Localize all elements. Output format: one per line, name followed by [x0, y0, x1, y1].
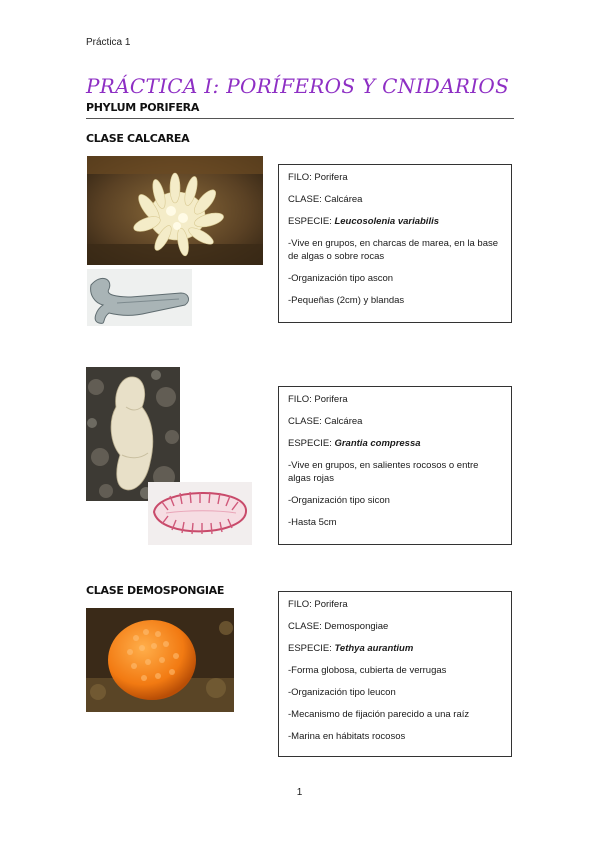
card-clase: CLASE: Demospongiae — [288, 621, 389, 632]
page-title: PRÁCTICA I: PORÍFEROS Y CNIDARIOS — [86, 74, 510, 98]
card-filo: FILO: Porifera — [288, 172, 348, 183]
especie-label: ESPECIE: — [288, 216, 335, 227]
card-note: -Vive en grupos, en salientes rocosos o entre algas rojas — [288, 460, 479, 484]
card-filo: FILO: Porifera — [288, 599, 348, 610]
card-note: -Marina en hábitats rocosos — [288, 731, 406, 742]
especie-name: Tethya aurantium — [334, 643, 414, 654]
card-note: -Vive en grupos, en charcas de marea, en la base de algas o sobre rocas — [288, 238, 499, 262]
card-note: -Hasta 5cm — [288, 517, 337, 528]
page-header: Práctica 1 — [86, 37, 131, 48]
card-filo: FILO: Porifera — [288, 394, 348, 405]
card-especie — [288, 215, 502, 228]
page-number: 1 — [296, 787, 303, 798]
species-card-leucosolenia — [278, 164, 512, 323]
section-heading-calcarea: CLASE CALCAREA — [86, 132, 190, 145]
page-subtitle: PHYLUM PORIFERA — [86, 101, 200, 114]
species-card-tethya — [278, 591, 512, 757]
card-note: -Forma globosa, cubierta de verrugas — [288, 665, 447, 676]
leucosolenia-micrograph — [87, 269, 192, 326]
card-especie — [288, 642, 502, 655]
leucosolenia-photo — [87, 156, 263, 265]
especie-label: ESPECIE: — [288, 643, 335, 654]
species-card-grantia — [278, 386, 512, 545]
card-note: -Organización tipo sicon — [288, 495, 390, 506]
card-clase: CLASE: Calcárea — [288, 416, 363, 427]
especie-name: Leucosolenia variabilis — [334, 216, 440, 227]
tethya-photo — [86, 608, 234, 712]
especie-label: ESPECIE: — [288, 438, 335, 449]
grantia-micrograph — [148, 482, 252, 545]
card-clase: CLASE: Calcárea — [288, 194, 363, 205]
card-note: -Organización tipo leucon — [288, 687, 396, 698]
card-note: -Organización tipo ascon — [288, 273, 394, 284]
title-divider — [86, 118, 514, 119]
section-heading-demospongiae: CLASE DEMOSPONGIAE — [86, 584, 225, 597]
card-note: -Pequeñas (2cm) y blandas — [288, 295, 405, 306]
card-note: -Mecanismo de fijación parecido a una raíz — [288, 709, 470, 720]
especie-name: Grantia compressa — [334, 438, 421, 449]
card-especie — [288, 437, 502, 450]
grantia-photo — [86, 367, 180, 501]
